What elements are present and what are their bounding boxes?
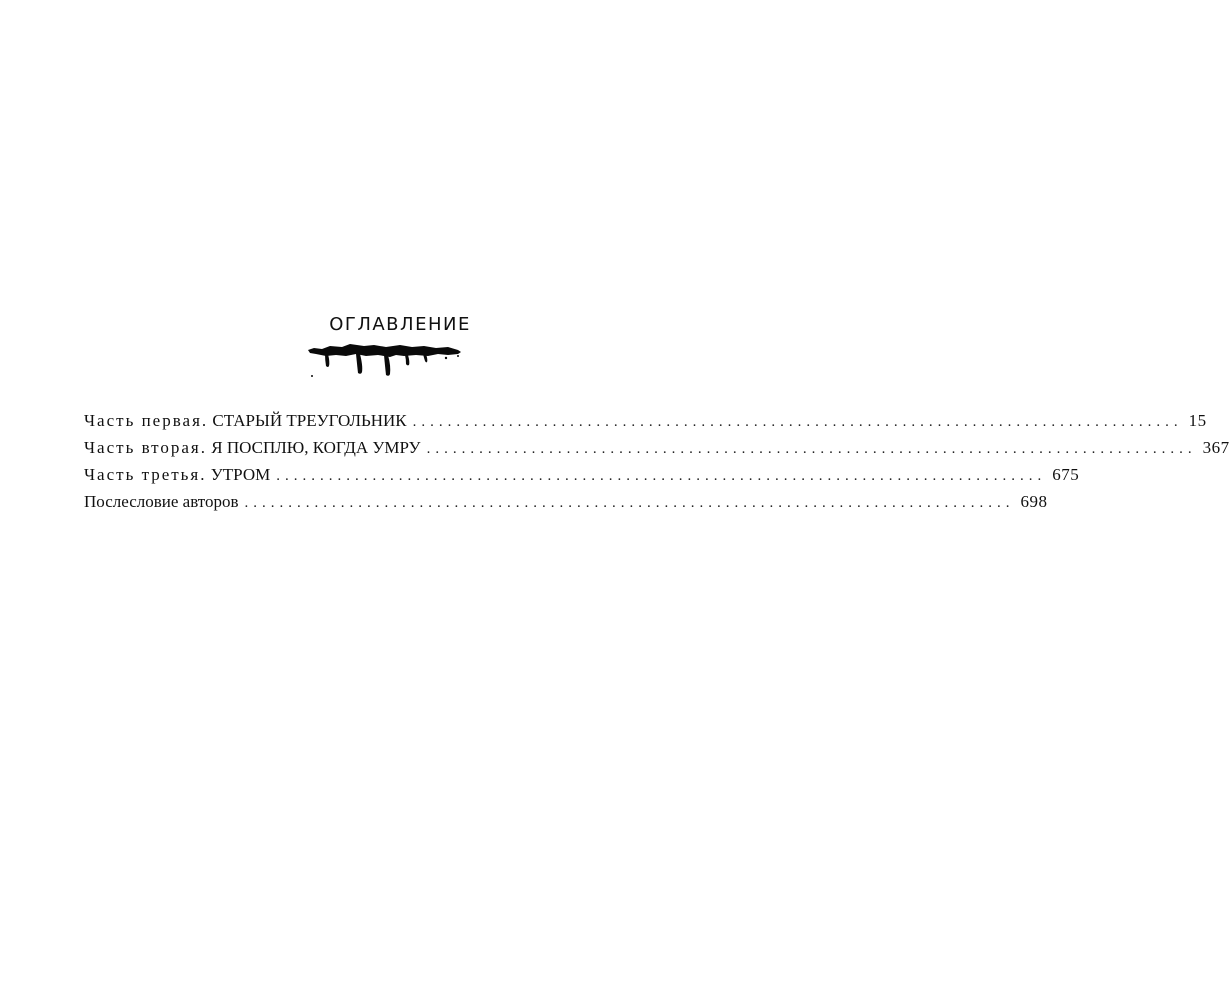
toc-entry[interactable]: [84, 461, 1080, 488]
toc-page-number: 367: [1202, 438, 1230, 457]
dot-leader: ........................................................................................: [276, 468, 1047, 484]
toc-page-number: 675: [1052, 465, 1080, 484]
toc-part-label: Часть третья.: [84, 465, 207, 484]
dot-leader: ........................................................................................: [412, 414, 1183, 430]
dot-leader: ........................................................................................: [426, 441, 1197, 457]
toc-entry[interactable]: [84, 434, 1230, 461]
toc-entry[interactable]: [84, 488, 1048, 515]
toc-title: Послесловие авторов: [84, 492, 239, 511]
toc-list: [84, 407, 1230, 515]
ink-drip-divider: [308, 342, 464, 378]
toc-title: СТАРЫЙ ТРЕУГОЛЬНИК: [212, 411, 407, 430]
toc-title: Я ПОСПЛЮ, КОГДА УМРУ: [211, 438, 421, 457]
toc-title: УТРОМ: [210, 465, 271, 484]
toc-page-number: 15: [1188, 411, 1207, 430]
toc-page-number: 698: [1020, 492, 1048, 511]
toc-heading: ОГЛАВЛЕНИЕ: [329, 314, 471, 335]
toc-part-label: Часть вторая.: [84, 438, 207, 457]
dot-leader: ........................................................................................: [244, 495, 1015, 511]
toc-entry[interactable]: [84, 407, 1207, 434]
toc-part-label: Часть первая.: [84, 411, 209, 430]
